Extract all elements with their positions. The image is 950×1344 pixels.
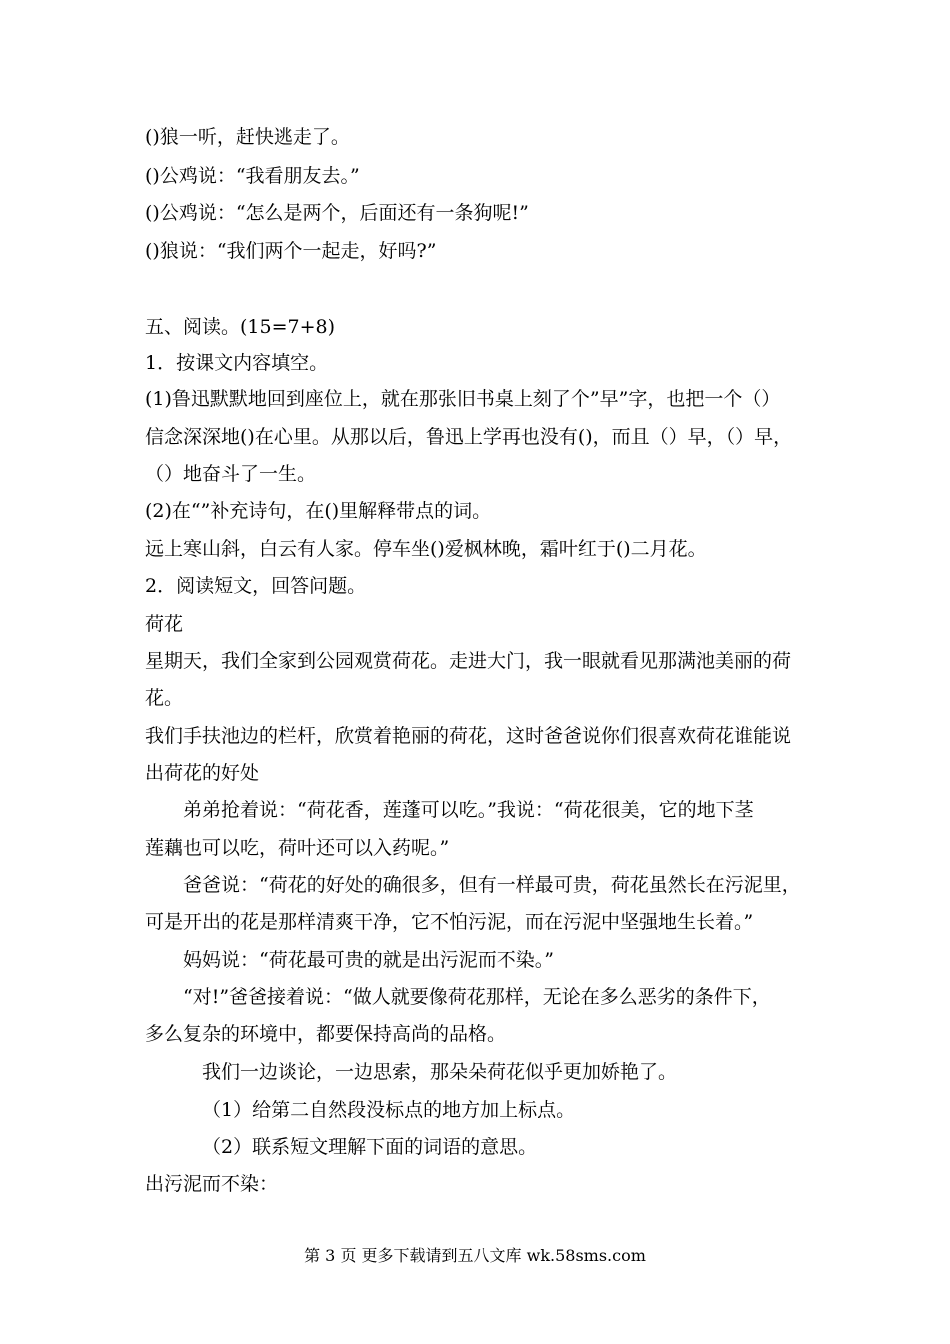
sub-question: （2）联系短文理解下面的词语的意思。: [202, 1136, 538, 1158]
passage-line: 弟弟抢着说：“荷花香，莲蓬可以吃。”我说：“荷花很美，它的地下茎: [183, 799, 754, 821]
passage-line: 爸爸说：“荷花的好处的确很多，但有一样最可贵，荷花虽然长在污泥里，: [183, 874, 801, 896]
section-heading: 五、阅读。(15=7+8): [145, 316, 336, 338]
passage-line: 出荷花的好处: [145, 762, 260, 784]
fill-blank-line: (1)鲁迅默默地回到座位上，就在那张旧书桌上刻了个”早”字，也把一个（）: [145, 388, 781, 410]
answer-prompt: 出污泥而不染：: [145, 1173, 279, 1195]
order-item: ()狼说：“我们两个一起走，好吗?”: [145, 240, 437, 262]
passage-line: 莲藕也可以吃，荷叶还可以入药呢。”: [145, 837, 450, 859]
order-item: ()公鸡说：“怎么是两个，后面还有一条狗呢!”: [145, 202, 529, 224]
sub-question: （1）给第二自然段没标点的地方加上标点。: [202, 1099, 576, 1121]
poem-instruction: (2)在“”补充诗句，在()里解释带点的词。: [145, 500, 492, 522]
passage-line: 可是开出的花是那样清爽干净，它不怕污泥，而在污泥中坚强地生长着。”: [145, 911, 754, 933]
passage-line: 多么复杂的环境中，都要保持高尚的品格。: [145, 1023, 507, 1045]
passage-title: 荷花: [145, 613, 184, 635]
passage-line: 我们一边谈论，一边思索，那朵朵荷花似乎更加娇艳了。: [202, 1061, 678, 1083]
passage-line: 我们手扶池边的栏杆，欣赏着艳丽的荷花，这时爸爸说你们很喜欢荷花谁能说: [145, 725, 792, 747]
question-title: 2．阅读短文，回答问题。: [145, 575, 367, 597]
poem-line: 远上寒山斜，白云有人家。停车坐()爱枫林晚，霜叶红于()二月花。: [145, 538, 707, 560]
fill-blank-line: 信念深深地()在心里。从那以后，鲁迅上学再也没有()，而且（）早，（）早，: [145, 426, 793, 448]
passage-line: 妈妈说：“荷花最可贵的就是出污泥而不染。”: [183, 949, 554, 971]
passage-line: 花。: [145, 687, 184, 709]
page-footer: 第 3 页 更多下载请到五八文库 wk.58sms.com: [304, 1246, 646, 1265]
order-item: ()公鸡说：“我看朋友去。”: [145, 165, 360, 187]
order-item: ()狼一听，赶快逃走了。: [145, 126, 350, 148]
passage-line: 星期天，我们全家到公园观赏荷花。走进大门，我一眼就看见那满池美丽的荷: [145, 650, 792, 672]
question-title: 1．按课文内容填空。: [145, 352, 329, 374]
fill-blank-line: （）地奋斗了一生。: [145, 463, 317, 485]
passage-line: “对!”爸爸接着说：“做人就要像荷花那样，无论在多么恶劣的条件下，: [183, 986, 771, 1008]
